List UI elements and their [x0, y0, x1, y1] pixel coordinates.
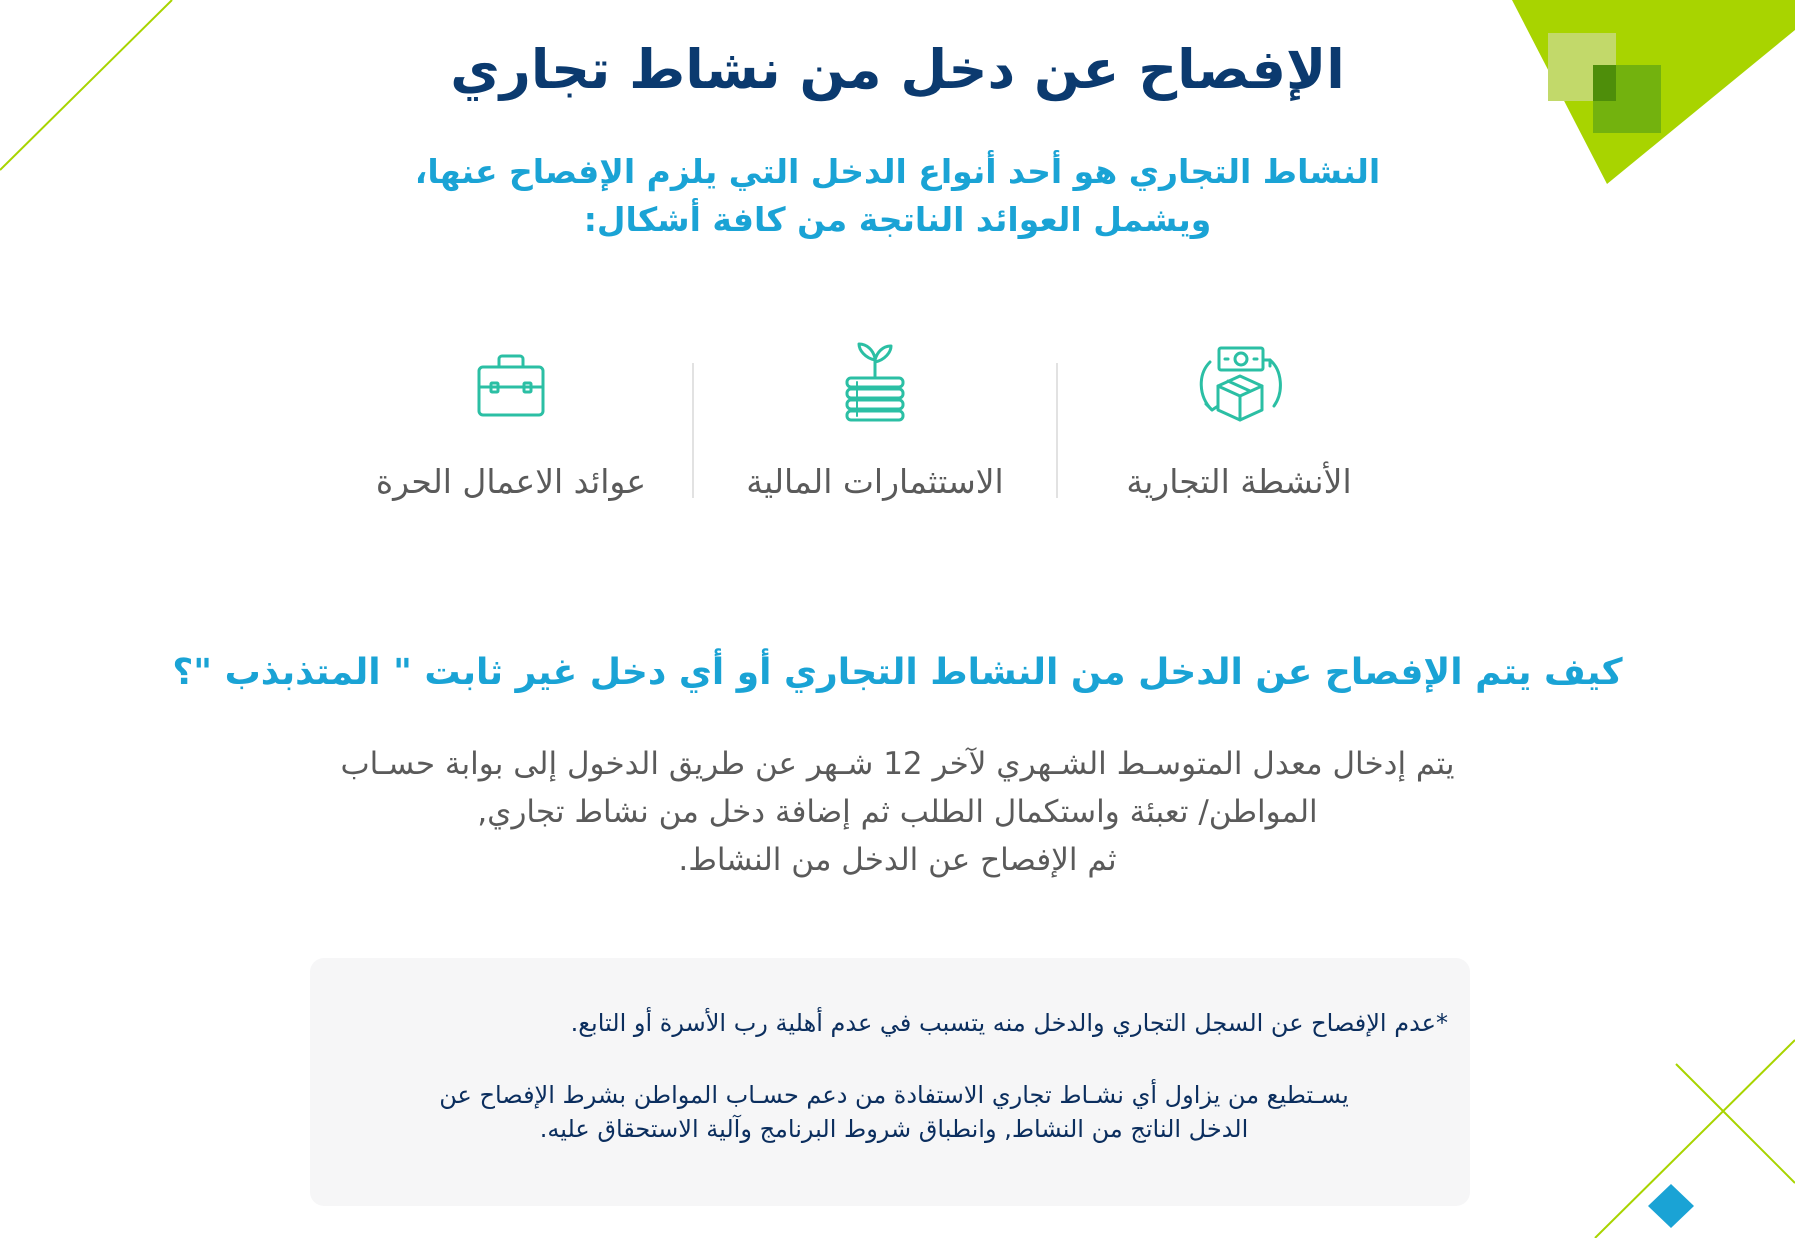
- deco-line-bottom-right-2: [1676, 1064, 1795, 1183]
- coin-stack-sprout-icon: [835, 340, 915, 430]
- categories-row: [330, 330, 1420, 530]
- note-line-2: يسـتطيع من يزاول أي نشـاط تجاري الاستفادة من دعم حسـاب المواطن بشرط الإفصاح عن: [439, 1081, 1349, 1109]
- disclosure-answer: [220, 740, 1575, 884]
- note-line-3: الدخل الناتج من النشاط, وانطباق شروط البرنامج وآلية الاستحقاق عليه.: [539, 1115, 1249, 1143]
- category-label-freelance: عوائد الاعمال الحرة: [375, 462, 647, 501]
- note-box: [310, 958, 1470, 1206]
- deco-diamond-blue: [1648, 1184, 1694, 1228]
- category-label-investments: الاستثمارات المالية: [746, 462, 1004, 501]
- note-line-1: *عدم الإفصاح عن السجل التجاري والدخل منه يتسبب في عدم أهلية رب الأسرة أو التابع.: [570, 1009, 1448, 1037]
- intro-line-2: ويشمل العوائد الناتجة من كافة أشكال:: [583, 200, 1212, 239]
- answer-line-3: ثم الإفصاح عن الدخل من النشاط.: [678, 842, 1117, 878]
- money-box-cycle-icon: [1184, 340, 1294, 430]
- briefcase-icon: [471, 345, 551, 425]
- deco-line-bottom-right-1: [1595, 1040, 1795, 1238]
- category-divider-2: [692, 363, 694, 498]
- disclosure-question: كيف يتم الإفصاح عن الدخل من النشاط التجاري أو أي دخل غير ثابت " المتذبذب "؟: [172, 652, 1623, 693]
- category-financial-investments: [694, 330, 1056, 501]
- answer-line-2: المواطن/ تعبئة واستكمال الطلب ثم إضافة دخل من نشاط تجاري,: [477, 794, 1318, 830]
- category-commercial-activities: [1058, 330, 1420, 501]
- category-label-commercial: الأنشطة التجارية: [1126, 462, 1352, 501]
- category-divider-1: [1056, 363, 1058, 498]
- note-paragraph-2: [340, 1078, 1448, 1146]
- intro-line-1: النشاط التجاري هو أحد أنواع الدخل التي يلزم الإفصاح عنها،: [414, 152, 1381, 191]
- page-title: الإفصاح عن دخل من نشاط تجاري: [450, 38, 1345, 101]
- category-freelance-returns: [330, 330, 692, 501]
- answer-line-1: يتم إدخال معدل المتوسـط الشـهري لآخر 12 شـهر عن طريق الدخول إلى بوابة حسـاب: [340, 746, 1455, 782]
- intro-text: [380, 148, 1415, 244]
